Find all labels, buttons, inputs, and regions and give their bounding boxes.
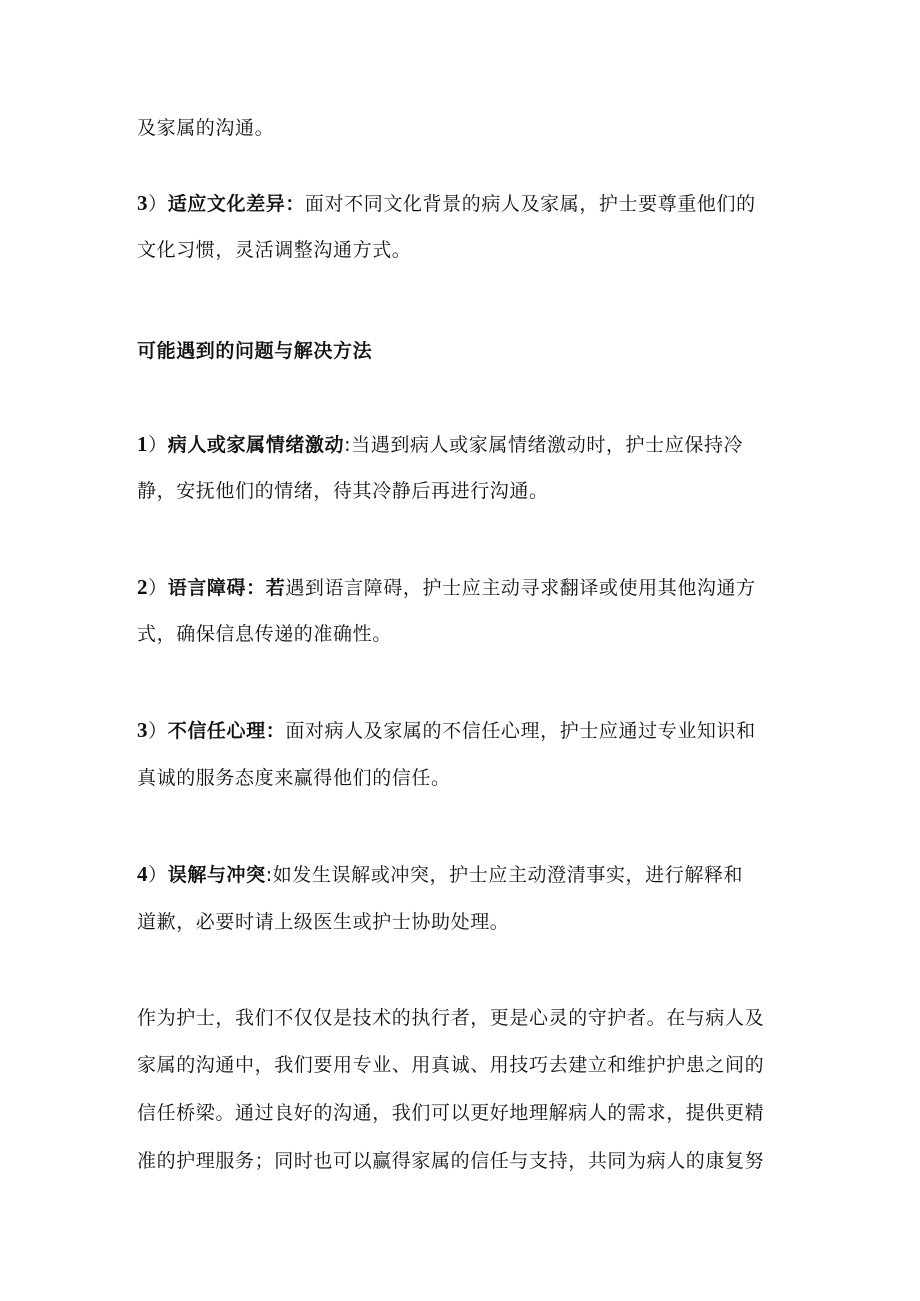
item-number: 4 [137,862,149,886]
point-number: 3 [137,191,149,215]
point-paren: ） [148,193,168,215]
item-colon: : [265,864,273,886]
closing-line-4 [137,1149,764,1173]
item-number: 2 [137,575,149,599]
item-paren: ） [148,577,168,599]
item-title: 病人或家属情绪激动 [167,434,345,456]
item-number: 3 [137,718,149,742]
item-body-continued: 静，安抚他们的情绪，待其冷静后再进行沟通。 [137,480,549,502]
intro-tail-line [137,116,274,140]
closing-text: 信任桥梁。通过良好的沟通，我们可以更好地理解病人的需求，提供更精 [137,1102,765,1124]
item-body: 如发生误解或冲突，护士应主动澄清事实，进行解释和 [272,864,744,886]
point3-prev-line2 [137,238,411,262]
item-paren: ） [148,720,168,742]
item-body-continued: 道歉，必要时请上级医生或护士协助处理。 [137,911,510,933]
item-title: 语言障碍：若 [167,577,286,599]
point-body: 面对不同文化背景的病人及家属，护士要尊重他们的 [304,193,756,215]
item-2-line2 [137,622,392,646]
item-number: 1 [137,432,149,456]
item-body: 当遇到病人或家属情绪激动时，护士应保持冷 [351,434,744,456]
point-body-continued: 文化习惯，灵活调整沟通方式。 [137,239,412,261]
section-heading-text: 可能遇到的问题与解决方法 [137,340,373,362]
item-paren: ） [148,864,168,886]
closing-text: 作为护士，我们不仅仅是技术的执行者，更是心灵的守护者。在与病人及 [137,1007,765,1029]
closing-text: 家属的沟通中，我们要用专业、用真诚、用技巧去建立和维护护患之间的 [137,1054,765,1076]
item-title: 误解与冲突 [167,864,266,886]
item-body-continued: 真诚的服务态度来赢得他们的信任。 [137,767,451,789]
item-4-line1 [137,862,743,887]
item-1-line2 [137,479,549,503]
item-3-line2 [137,766,451,790]
item-body: 遇到语言障碍，护士应主动寻求翻译或使用其他沟通方 [285,577,756,599]
item-2-line1 [137,575,756,600]
item-body: 面对病人及家属的不信任心理，护士应通过专业知识和 [285,720,756,742]
item-body-continued: 式，确保信息传递的准确性。 [137,623,392,645]
intro-tail-text: 及家属的沟通。 [137,117,275,139]
item-colon: : [344,434,352,456]
item-4-line2 [137,910,509,934]
closing-line-2 [137,1053,764,1077]
point3-prev-line1 [137,191,756,216]
closing-text: 准的护理服务；同时也可以赢得家属的信任与支持，共同为病人的康复努 [137,1150,765,1172]
closing-line-3 [137,1101,764,1125]
item-1-line1 [137,432,743,457]
item-paren: ） [148,434,168,456]
item-3-line1 [137,718,756,743]
point-title: 适应文化差异： [167,193,305,215]
item-title: 不信任心理： [167,720,286,742]
closing-line-1 [137,1006,764,1030]
section-heading [137,339,372,363]
